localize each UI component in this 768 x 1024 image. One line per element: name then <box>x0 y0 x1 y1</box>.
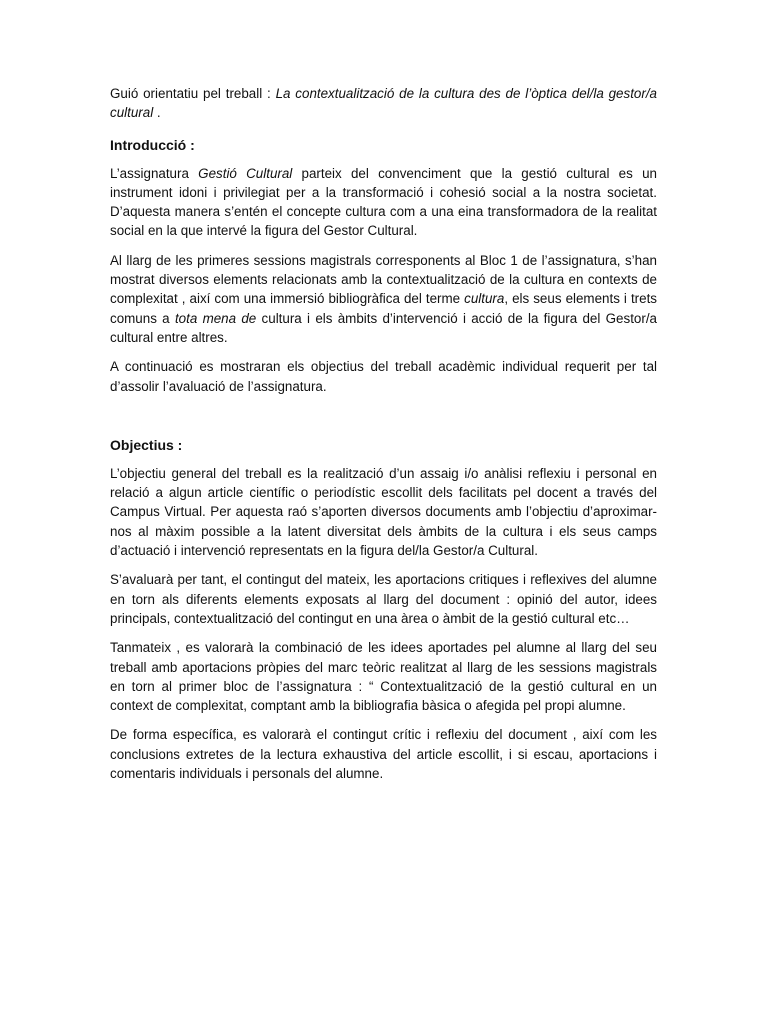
introduction-heading: Introducció : <box>110 136 195 153</box>
section-spacer <box>110 406 657 436</box>
text-span: L’assignatura <box>110 165 199 181</box>
text-span: , els seus elements i trets comuns a <box>110 291 657 326</box>
document-page <box>110 84 657 793</box>
document-header <box>110 84 657 123</box>
text-span: cultura i els àmbits d’intervenció i acció de la figura del Gestor/a cultural entre altres. <box>110 310 657 345</box>
emphasis: tota mena de <box>174 310 257 326</box>
intro-paragraph-3: A continuació es mostraran els objectius del treball acadèmic individual requerit per tal d’assolir l’avaluació de l’assignatura. <box>110 359 657 394</box>
text-span: parteix del convenciment que la gestió cultural es un instrument idoni i privilegiat per a la transformació i cohesió social a la nostra societat. D’aquesta manera s’entén el concepte cultura com a una eina transformadora de la realitat social en la que intervé la figura del Gestor Cultural. <box>110 165 657 239</box>
objectives-paragraph-4: De forma específica, es valorarà el contingut crític i reflexiu del document , així com les conclusions extretes de la lectura exhaustiva del article escollit, i si escau, aportacions i comentaris individuals i personals del alumne. <box>110 727 657 782</box>
work-title: La contextualització de la cultura des de l’òptica del/la gestor/a cultural <box>110 86 657 121</box>
header-label: Guió orientatiu pel treball : <box>110 86 276 101</box>
objectives-paragraph-1: L’objectiu general del treball es la realització d’un assaig i/o anàlisi reflexiu i personal en relació a algun article científic o periodístic escollit dels facilitats pel docent a través del Campus Virtual. Per aquesta raó s’aporten diversos documents amb l’objectiu d’aproximar-nos al màxim possible a la latent diversitat dels àmbits de la cultura i els seus camps d’actuació i intervenció representats en la figura del/la Gestor/a Cultural. <box>110 465 657 559</box>
emphasis: cultura <box>464 291 505 307</box>
intro-paragraph-2 <box>110 251 657 347</box>
intro-paragraph-1 <box>110 164 657 241</box>
objectives-paragraph-2: S’avaluarà per tant, el contingut del mateix, les aportacions critiques i reflexives del alumne en torn als diferents elements exposats al llarg del document : opinió del autor, idees principals, contextualització del contingut en una àrea o àmbit de la gestió cultural etc… <box>110 572 657 626</box>
course-name: Gestió Cultural <box>198 165 293 181</box>
objectives-heading: Objectius : <box>110 436 183 453</box>
objectives-paragraph-3: Tanmateix , es valorarà la combinació de les idees aportades pel alumne al llarg del seu treball amb aportacions pròpies del marc teòric realitzat al llarg de les sessions magistrals en torn al primer bloc de l’assignatura : “ Contextualització de la gestió cultural en un context de complexitat, comptant amb la bibliografia bàsica o afegida pel propi alumne. <box>110 640 657 714</box>
text-span: Al llarg de les primeres sessions magistrals corresponents al Bloc 1 de l’assignatura, s’han mostrat diversos elements relacionats amb la contextualització de la cultura en contexts de complexitat , així com una immersió bibliogràfica del terme <box>110 252 657 307</box>
header-end: . <box>153 105 161 121</box>
